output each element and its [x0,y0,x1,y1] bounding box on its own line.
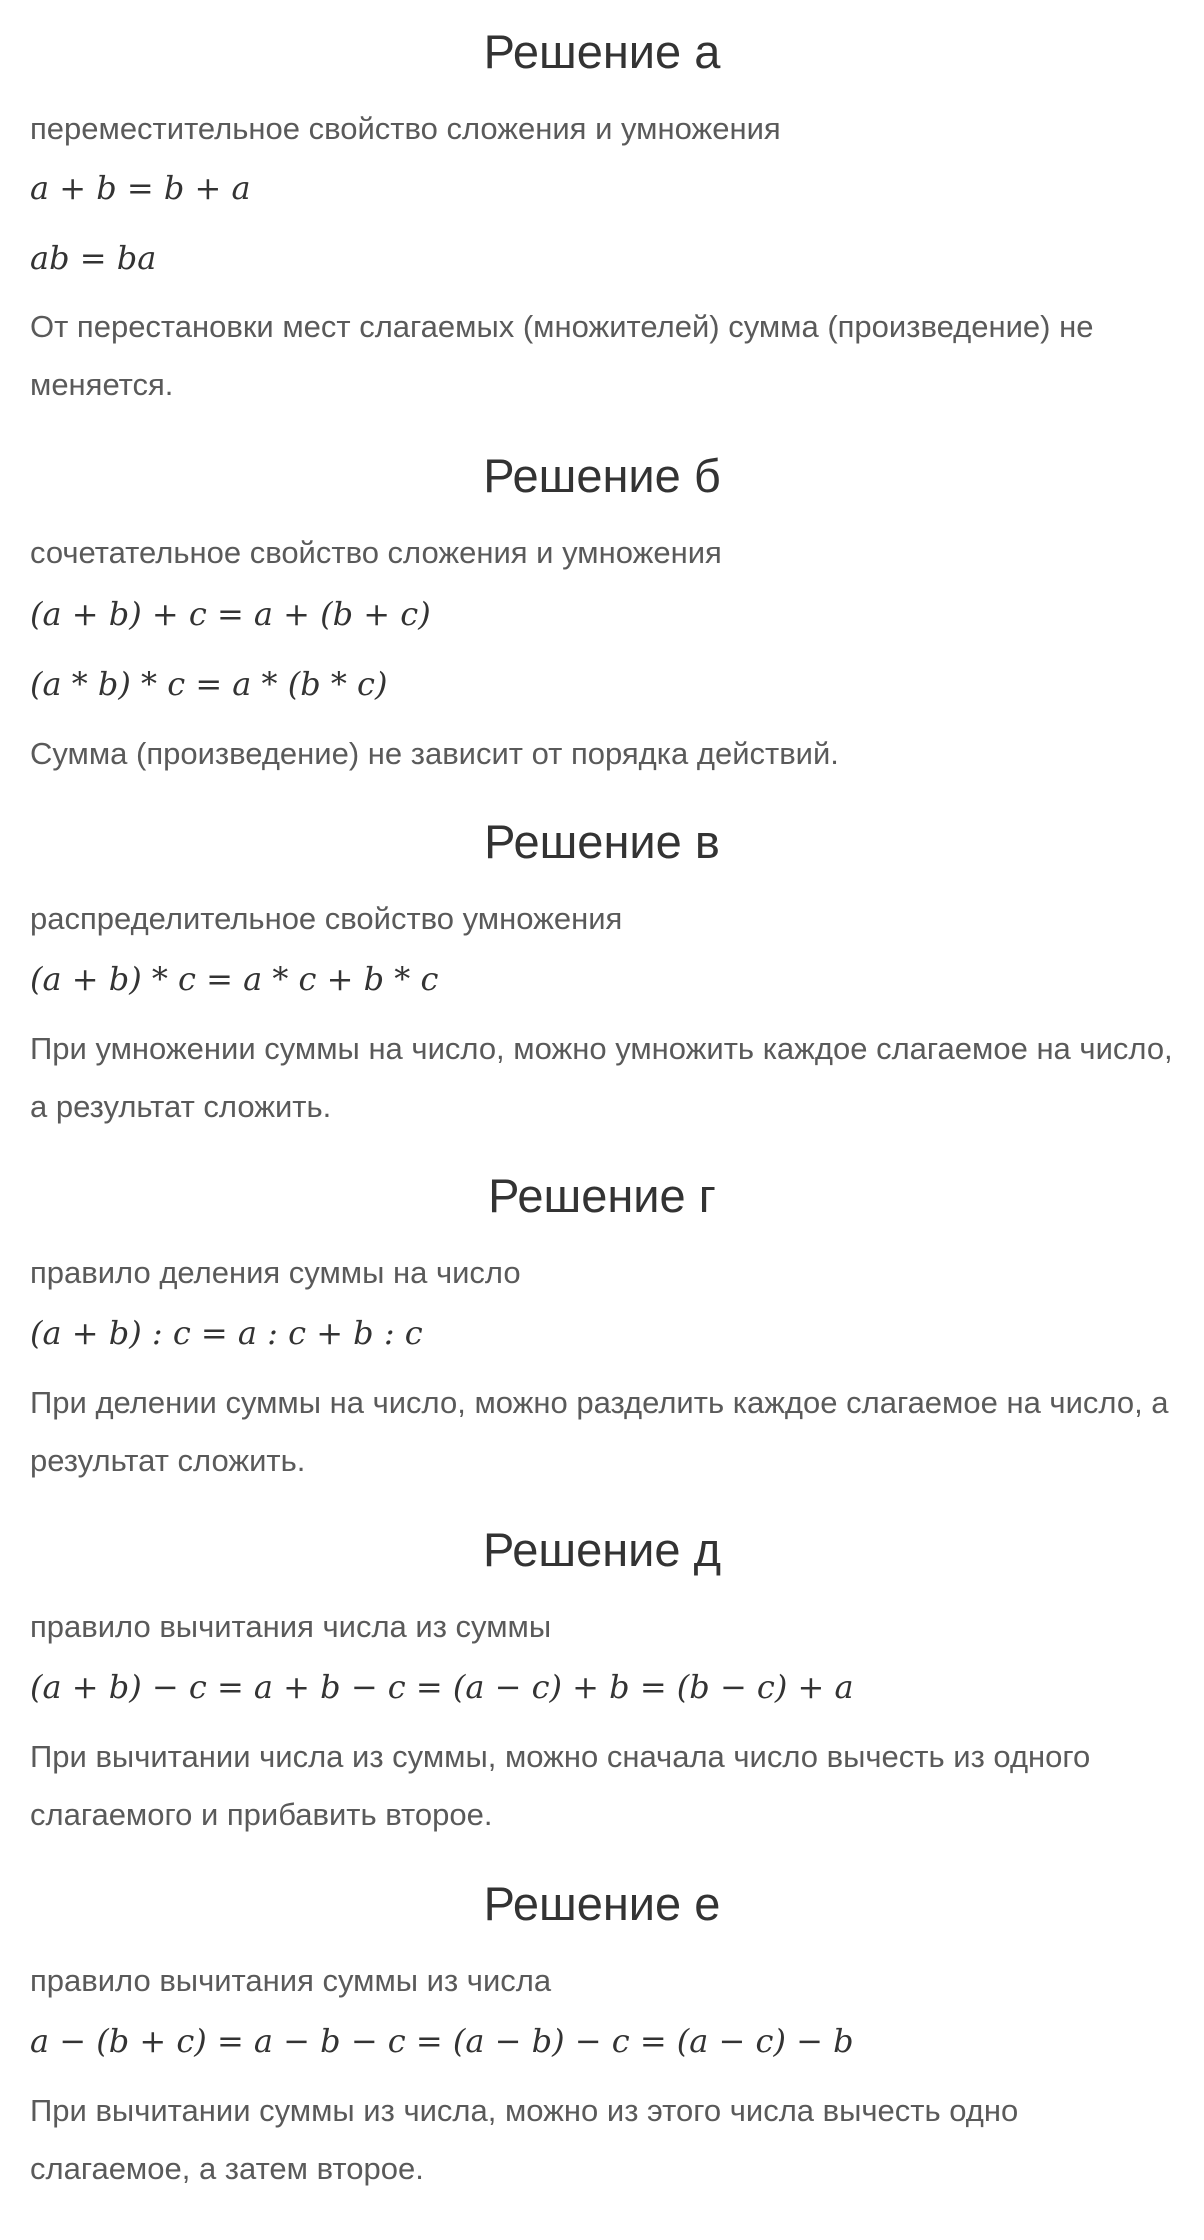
formula-a-1: a + b = b + a [30,169,251,207]
section-title-d: Решение д [482,1523,722,1576]
section-description-a: От перестановки мест слагаемых (множителей) сумма (произведение) не меняется. [30,309,1094,402]
section-title-v: Решение в [484,815,720,868]
formula-v-1: (a + b) * c = a * c + b * c [30,960,439,998]
section-description-g: При делении суммы на число, можно разделить каждое слагаемое на число, а результат сложить. [30,1385,1169,1478]
formula-e-1: a − (b + c) = a − b − c = (a − b) − c = (a − c) − b [30,2022,854,2060]
section-title-g: Решение г [488,1169,716,1222]
section-label-d: правило вычитания числа из суммы [30,1609,552,1644]
formula-b-1: (a + b) + c = a + (b + c) [30,595,431,633]
section-title-e: Решение е [483,1877,721,1930]
section-label-e: правило вычитания суммы из числа [30,1963,552,1998]
section-description-e: При вычитании суммы из числа, можно из этого числа вычесть одно слагаемое, а затем второе. [30,2093,1019,2186]
section-description-b: Сумма (произведение) не зависит от порядка действий. [30,736,839,771]
section-title-a: Решение а [483,25,721,78]
section-label-g: правило деления суммы на число [30,1255,521,1290]
section-title-b: Решение б [483,449,721,502]
formula-a-2: ab = ba [30,239,157,277]
section-description-v: При умножении суммы на число, можно умножить каждое слагаемое на число, а результат сложить. [30,1031,1173,1124]
section-label-v: распределительное свойство умножения [30,901,623,936]
section-description-d: При вычитании числа из суммы, можно сначала число вычесть из одного слагаемого и прибавить второе. [30,1739,1091,1832]
section-label-b: сочетательное свойство сложения и умножения [30,535,722,570]
formula-d-1: (a + b) − c = a + b − c = (a − c) + b = (b − c) + a [30,1668,854,1706]
section-label-a: переместительное свойство сложения и умножения [30,111,781,146]
formula-b-2: (a * b) * c = a * (b * c) [30,665,388,703]
formula-g-1: (a + b) : c = a : c + b : c [30,1314,423,1352]
